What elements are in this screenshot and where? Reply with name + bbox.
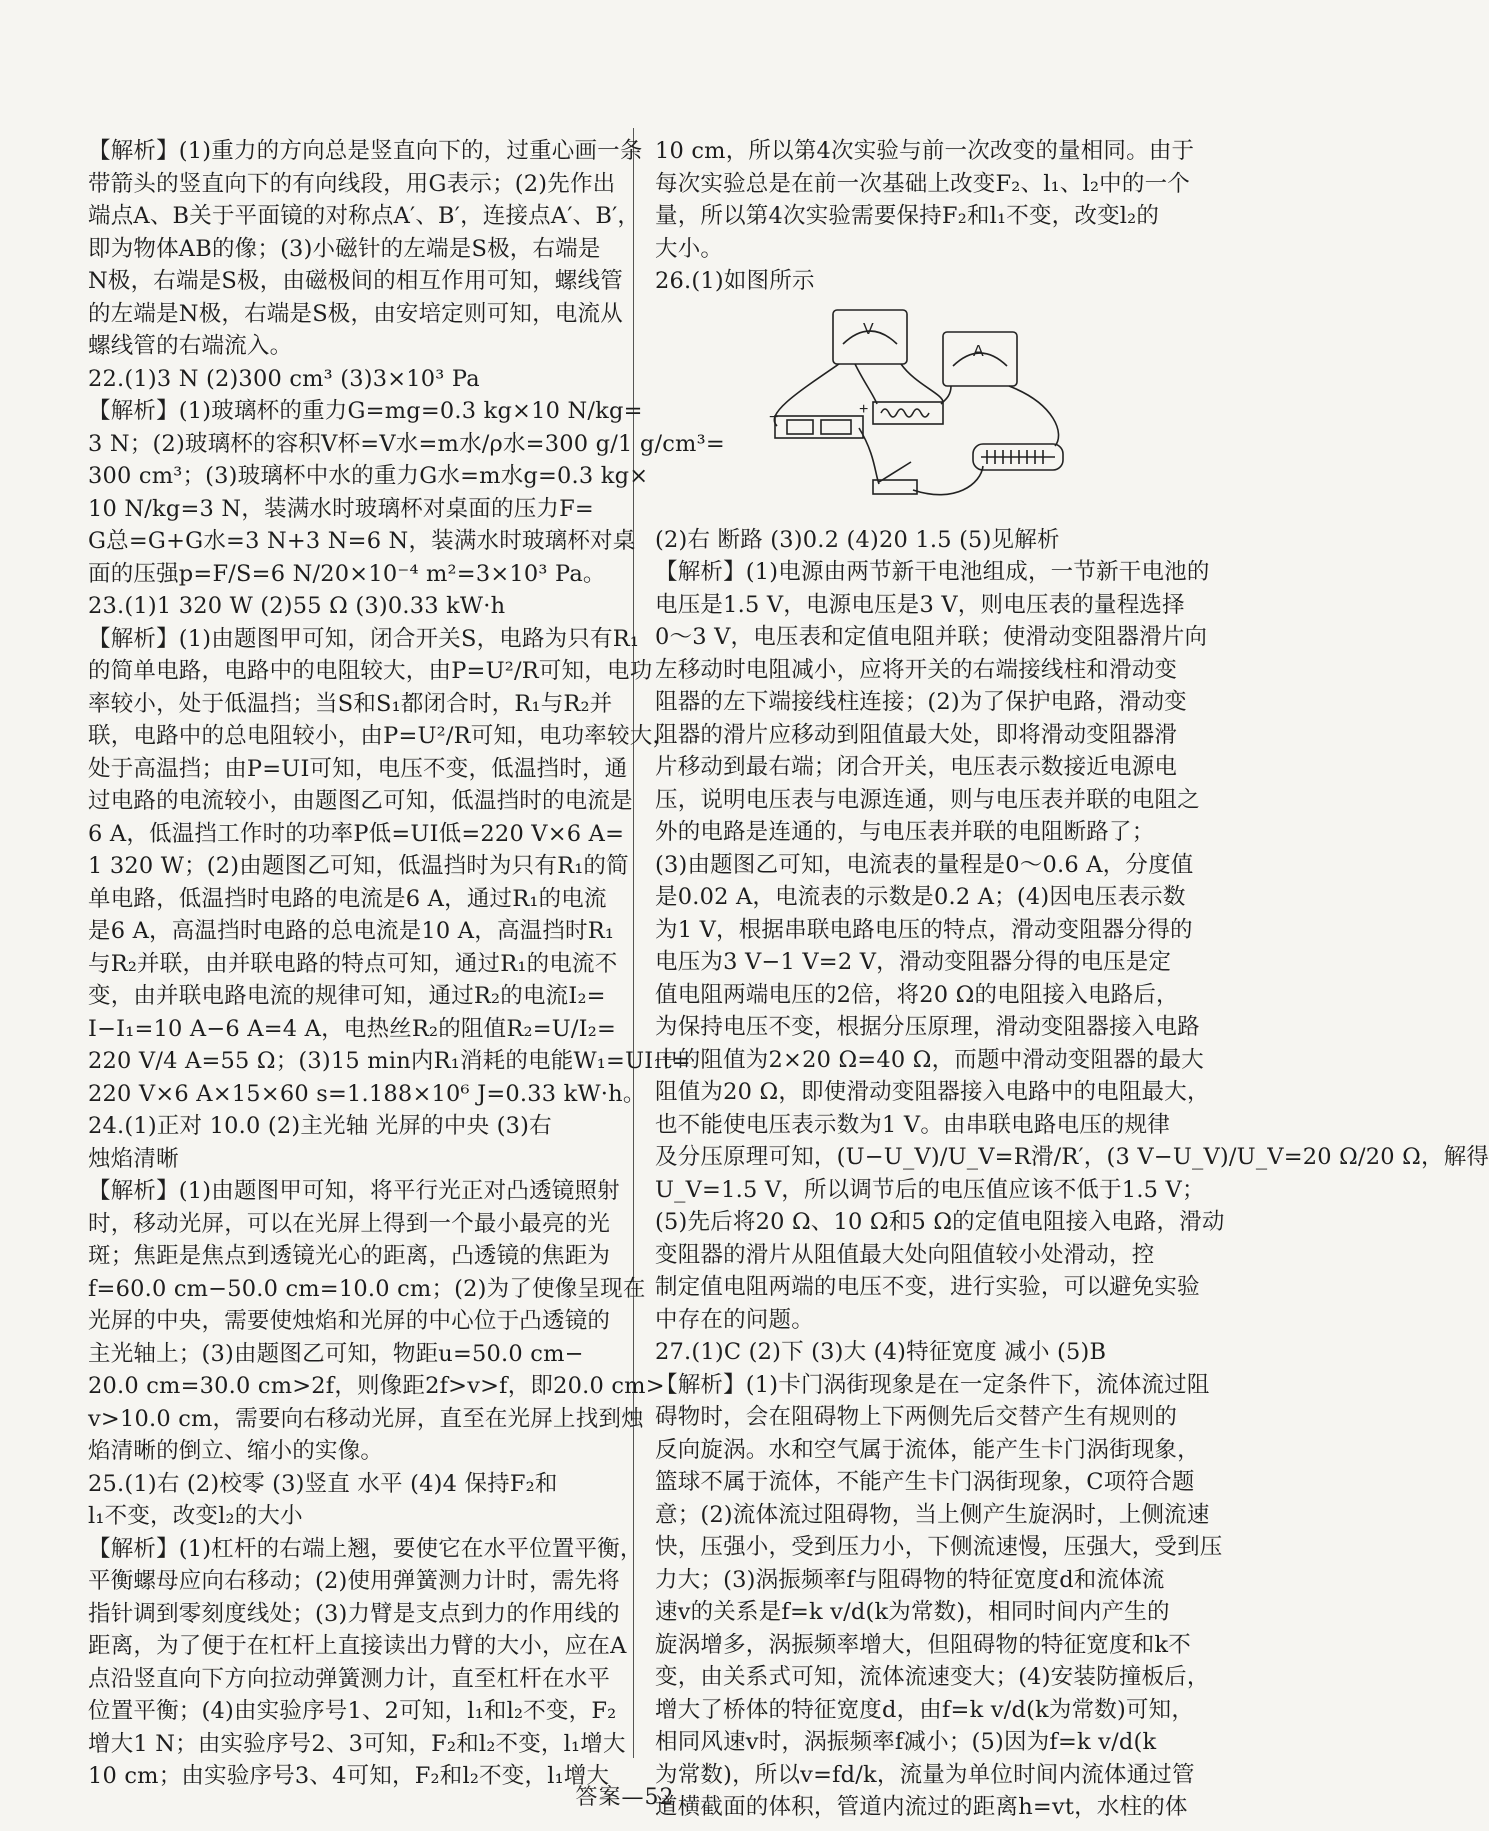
text-line: 【解析】(1)由题图甲可知，闭合开关S，电路为只有R₁ (88, 625, 640, 652)
text-line: 光屏的中央，需要使烛焰和光屏的中心位于凸透镜的 (88, 1308, 611, 1334)
text-line: 位置平衡；(4)由实验序号1、2可知，l₁和l₂不变，F₂ (88, 1698, 617, 1724)
text-line: 的左端是N极，右端是S极，由安培定则可知，电流从 (88, 300, 623, 327)
text-line: 量，所以第4次实验需要保持F₂和l₁不变，改变l₂的 (655, 203, 1160, 229)
text-line: 变阻器的滑片从阻值最大处向阻值较小处滑动，控 (655, 1241, 1155, 1268)
ammeter-label: A (973, 342, 984, 360)
circuit-figure (755, 304, 1075, 514)
text-line: 片移动到最右端；闭合开关，电压表示数接近电源电 (655, 754, 1178, 780)
text-line: 【解析】(1)玻璃杯的重力G=mg=0.3 kg×10 N/kg= (88, 398, 643, 424)
text-line: 23.(1)1 320 W (2)55 Ω (3)0.33 kW·h (88, 593, 506, 619)
text-line: 快，压强小，受到压力小，下侧流速慢，压强大，受到压 (655, 1534, 1223, 1560)
text-line: 过电路的电流较小，由题图乙可知，低温挡时的电流是 (88, 788, 633, 814)
text-line: 旋涡增多，涡振频率增大，但阻碍物的特征宽度和k不 (655, 1631, 1191, 1658)
text-line: (5)先后将20 Ω、10 Ω和5 Ω的定值电阻接入电路，滑动 (655, 1209, 1225, 1235)
text-line: 距离，为了便于在杠杆上直接读出力臂的大小，应在A (88, 1633, 627, 1659)
text-line: 螺线管的右端流入。 (88, 333, 293, 359)
text-line: (2)右 断路 (3)0.2 (4)20 1.5 (5)见解析 (655, 526, 1060, 553)
page-footer: 答案—52 (575, 1785, 675, 1810)
battery-minus-label: − (769, 408, 779, 426)
text-line: 26.(1)如图所示 (655, 268, 815, 294)
circuit-diagram (755, 304, 1075, 514)
text-line: 0～3 V，电压表和定值电阻并联；使滑动变阻器滑片向 (655, 624, 1208, 650)
text-line: 篮球不属于流体，不能产生卡门涡街现象，C项符合题 (655, 1469, 1195, 1495)
text-line: 平衡螺母应向右移动；(2)使用弹簧测力计时，需先将 (88, 1568, 620, 1594)
text-line: 10 cm；由实验序号3、4可知，F₂和l₂不变，l₁增大 (88, 1763, 610, 1789)
text-line: 【解析】(1)电源由两节新干电池组成，一节新干电池的 (655, 559, 1210, 585)
text-line: N极，右端是S极，由磁极间的相互作用可知，螺线管 (88, 268, 623, 294)
text-line: I−I₁=10 A−6 A=4 A，电热丝R₂的阻值R₂=U/I₂= (88, 1015, 617, 1042)
text-line: 6 A，低温挡工作时的功率P低=UI低=220 V×6 A= (88, 820, 625, 847)
text-line: 面的压强p=F/S=6 N/20×10⁻⁴ m²=3×10³ Pa。 (88, 560, 606, 587)
right-bottom-text (655, 524, 1489, 1824)
resistor-icon (873, 402, 943, 424)
text-line: 制定值电阻两端的电压不变，进行实验，可以避免实验 (655, 1274, 1200, 1300)
text-line: 联，电路中的总电阻较小，由P=U²/R可知，电功率较大， (88, 723, 676, 749)
text-line: 与R₂并联，由并联电路的特点可知，通过R₁的电流不 (88, 950, 618, 977)
text-line: 及分压原理可知，(U−U_V)/U_V=R滑/R′，(3 V−U_V)/U_V=20 Ω/20 Ω，解得 (655, 1144, 1489, 1170)
text-line: 即为物体AB的像；(3)小磁针的左端是S极，右端是 (88, 235, 601, 262)
text-line: 中存在的问题。 (655, 1306, 814, 1333)
text-line: 20.0 cm=30.0 cm>2f，则像距2f>v>f，即20.0 cm> (88, 1373, 665, 1399)
text-line: 24.(1)正对 10.0 (2)主光轴 光屏的中央 (3)右 (88, 1113, 552, 1139)
text-line: 25.(1)右 (2)校零 (3)竖直 水平 (4)4 保持F₂和 (88, 1470, 558, 1497)
text-line: 220 V×6 A×15×60 s=1.188×10⁶ J=0.33 kW·h。 (88, 1080, 646, 1107)
text-line: 的简单电路，电路中的电阻较大，由P=U²/R可知，电功 (88, 658, 653, 684)
text-line: 阻值为20 Ω，即使滑动变阻器接入电路中的电阻最大， (655, 1079, 1210, 1105)
text-line: 处于高温挡；由P=UI可知，电压不变，低温挡时，通 (88, 755, 628, 782)
text-line: 220 V/4 A=55 Ω；(3)15 min内R₁消耗的电能W₁=UI₁t= (88, 1048, 691, 1074)
text-line: 道横截面的体积，管道内流过的距离h=vt，水柱的体 (655, 1794, 1188, 1820)
text-line: 300 cm³；(3)玻璃杯中水的重力G水=m水g=0.3 kg× (88, 463, 649, 489)
text-line: 阻器的左下端接线柱连接；(2)为了保护电路，滑动变 (655, 689, 1187, 715)
text-line: 压，说明电压表与电源连通，则与电压表并联的电阻之 (655, 786, 1200, 813)
text-line: G总=G+G水=3 N+3 N=6 N，装满水时玻璃杯对桌 (88, 528, 636, 554)
text-line: 反向旋涡。水和空气属于流体，能产生卡门涡街现象， (655, 1436, 1200, 1463)
text-line: 增大了桥体的特征宽度d，由f=k v/d(k为常数)可知， (655, 1696, 1195, 1723)
text-line: 意；(2)流体流过阻碍物，当上侧产生旋涡时，上侧流速 (655, 1501, 1210, 1528)
right-column (655, 135, 1489, 1824)
text-line: 烛焰清晰 (88, 1145, 179, 1172)
text-line: 也不能使电压表示数为1 V。由串联电路电压的规律 (655, 1111, 1171, 1138)
column-divider (633, 128, 634, 1758)
text-line: 为1 V，根据串联电路电压的特点，滑动变阻器分得的 (655, 916, 1193, 943)
text-line: 是6 A，高温挡时电路的总电流是10 A，高温挡时R₁ (88, 918, 615, 944)
text-line: 斑；焦距是焦点到透镜光心的距离，凸透镜的焦距为 (88, 1243, 611, 1269)
text-line: 端点A、B关于平面镜的对称点A′、B′，连接点A′、B′， (88, 203, 641, 229)
text-line: 主光轴上；(3)由题图乙可知，物距u=50.0 cm− (88, 1340, 584, 1367)
left-column (88, 135, 725, 1793)
text-line: 单电路，低温挡时电路的电流是6 A，通过R₁的电流 (88, 885, 607, 912)
text-line: 10 N/kg=3 N，装满水时玻璃杯对桌面的压力F= (88, 495, 594, 522)
text-line: 3 N；(2)玻璃杯的容积V杯=V水=m水/ρ水=300 g/1 g/cm³= (88, 430, 725, 457)
text-line: v>10.0 cm，需要向右移动光屏，直至在光屏上找到烛 (88, 1405, 644, 1432)
text-line: 【解析】(1)卡门涡街现象是在一定条件下，流体流过阻 (655, 1371, 1210, 1398)
text-line: 时，移动光屏，可以在光屏上得到一个最小最亮的光 (88, 1210, 611, 1237)
text-line: 【解析】(1)由题图甲可知，将平行光正对凸透镜照射 (88, 1178, 620, 1204)
text-line: 27.(1)C (2)下 (3)大 (4)特征宽度 减小 (5)B (655, 1339, 1107, 1365)
text-line: 【解析】(1)重力的方向总是竖直向下的，过重心画一条 (88, 138, 643, 164)
text-line: 变，由并联电路电流的规律可知，通过R₂的电流I₂= (88, 983, 606, 1009)
text-line: f=60.0 cm−50.0 cm=10.0 cm；(2)为了使像呈现在 (88, 1275, 646, 1302)
text-line: 带箭头的竖直向下的有向线段，用G表示；(2)先作出 (88, 170, 616, 197)
text-line: 电压是1.5 V，电源电压是3 V，则电压表的量程选择 (655, 591, 1185, 618)
text-line: 点沿竖直向下方向拉动弹簧测力计，直至杠杆在水平 (88, 1665, 611, 1692)
text-line: 每次实验总是在前一次基础上改变F₂、l₁、l₂中的一个 (655, 170, 1190, 197)
voltmeter-label: V (863, 320, 874, 338)
text-line: 率较小，处于低温挡；当S和S₁都闭合时，R₁与R₂并 (88, 690, 613, 717)
text-line: 10 cm，所以第4次实验与前一次改变的量相同。由于 (655, 138, 1195, 164)
text-line: 【解析】(1)杠杆的右端上翘，要使它在水平位置平衡， (88, 1535, 643, 1562)
text-line: 阻器的滑片应移动到阻值最大处，即将滑动变阻器滑 (655, 721, 1178, 748)
text-line: (3)由题图乙可知，电流表的量程是0～0.6 A，分度值 (655, 851, 1194, 878)
text-line: 1 320 W；(2)由题图乙可知，低温挡时为只有R₁的简 (88, 853, 629, 879)
text-line: 外的电路是连通的，与电压表并联的电阻断路了； (655, 819, 1155, 845)
text-line: 速v的关系是f=k v/d(k为常数)，相同时间内产生的 (655, 1599, 1170, 1625)
text-line: 是0.02 A，电流表的示数是0.2 A；(4)因电压表示数 (655, 884, 1186, 910)
text-line: 碍物时，会在阻碍物上下两侧先后交替产生有规则的 (655, 1404, 1178, 1430)
text-line: 指针调到零刻度线处；(3)力臂是支点到力的作用线的 (88, 1600, 620, 1627)
text-line: 电压为3 V−1 V=2 V，滑动变阻器分得的电压是定 (655, 949, 1172, 975)
text-line: l₁不变，改变l₂的大小 (88, 1503, 303, 1529)
text-line: 左移动时电阻减小，应将开关的右端接线柱和滑动变 (655, 656, 1178, 683)
text-line: 为常数)，所以v=fd/k，流量为单位时间内流体通过管 (655, 1761, 1195, 1788)
text-line: 增大1 N；由实验序号2、3可知，F₂和l₂不变，l₁增大 (88, 1730, 626, 1757)
text-line: 变，由关系式可知，流体流速变大；(4)安装防撞板后， (655, 1664, 1210, 1690)
text-line: U_V=1.5 V，所以调节后的电压值应该不低于1.5 V； (655, 1176, 1205, 1203)
text-line: 力大；(3)涡振频率f与阻碍物的特征宽度d和流体流 (655, 1566, 1165, 1593)
right-top-text (655, 135, 1195, 298)
text-line: 22.(1)3 N (2)300 cm³ (3)3×10³ Pa (88, 365, 480, 392)
text-line: 大小。 (655, 235, 724, 262)
text-line: 值电阻两端电压的2倍，将20 Ω的电阻接入电路后， (655, 981, 1179, 1008)
text-line: 中的阻值为2×20 Ω=40 Ω，而题中滑动变阻器的最大 (655, 1046, 1204, 1073)
text-line: 为保持电压不变，根据分压原理，滑动变阻器接入电路 (655, 1014, 1200, 1040)
text-line: 焰清晰的倒立、缩小的实像。 (88, 1438, 384, 1464)
text-line: 相同风速v时，涡振频率f减小；(5)因为f=k v/d(k (655, 1729, 1157, 1755)
battery-plus-label: + (859, 400, 869, 418)
